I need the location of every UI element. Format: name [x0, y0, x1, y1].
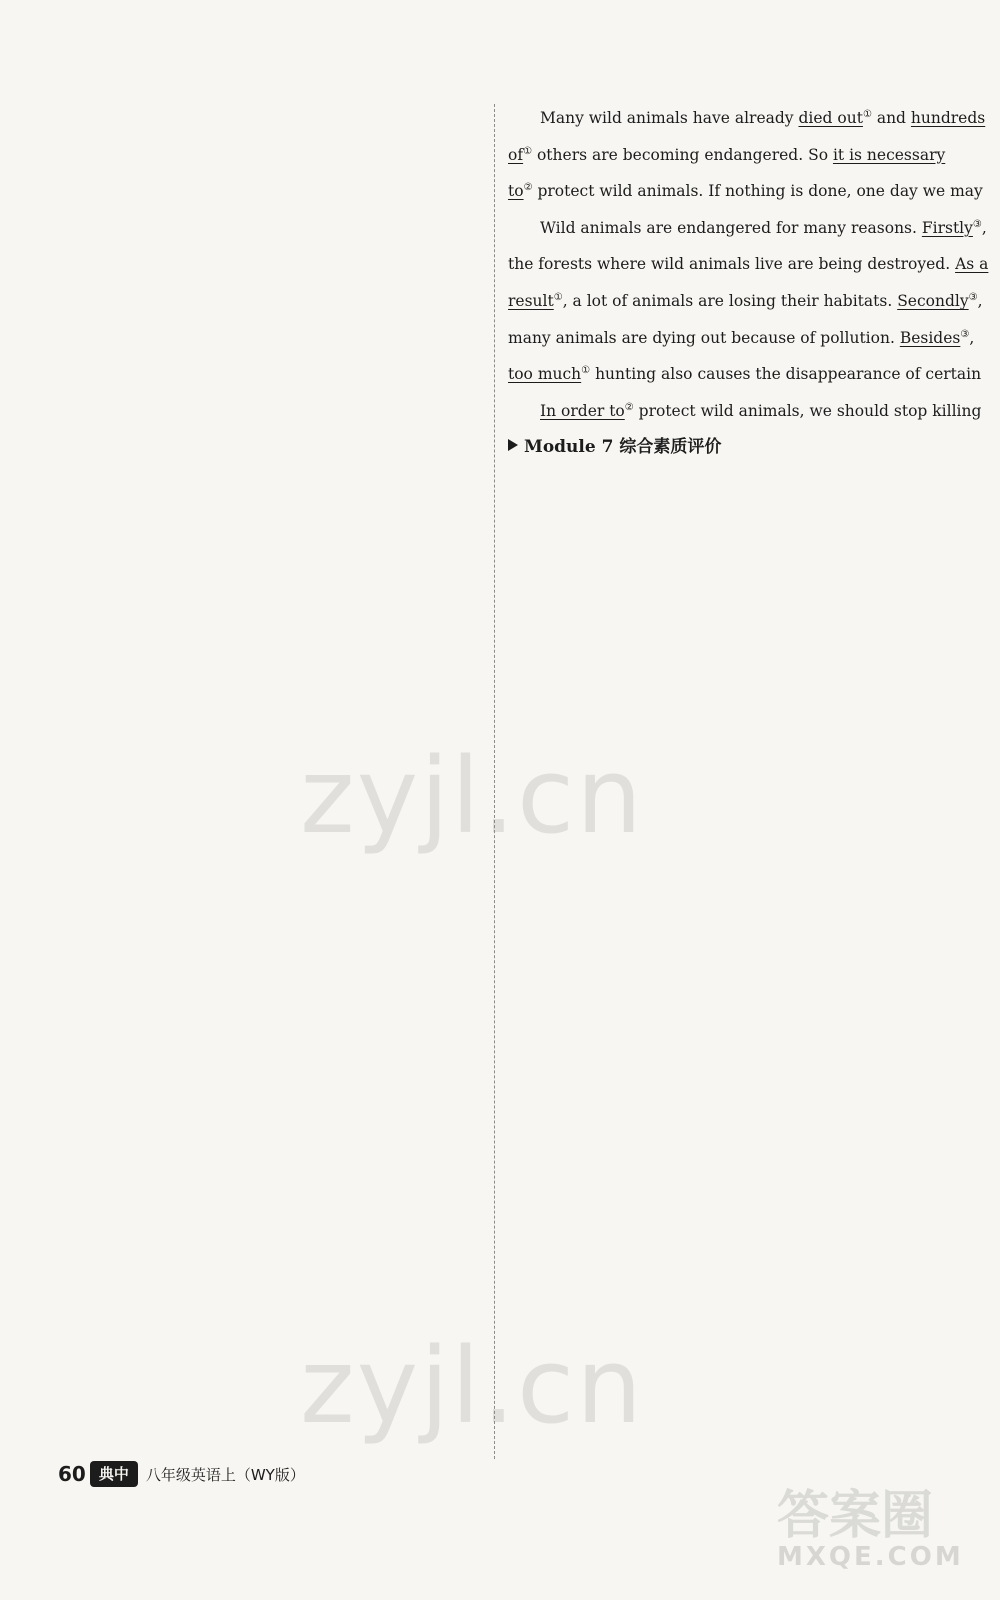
watermark-mxqe: [777, 1486, 982, 1576]
right-line: of① others are becoming endangered. So it is necessary: [508, 145, 946, 164]
right-line: Module 7 综合素质评价: [508, 429, 928, 466]
watermark-zyjl-bottom: zyjl.cn: [300, 1325, 645, 1447]
watermark-mxqe-cn: 答案圈: [777, 1486, 934, 1546]
page-number: 60: [58, 1462, 86, 1486]
right-line: result①, a lot of animals are losing their habitats. Secondly③,: [508, 291, 983, 310]
right-line: to② protect wild animals. If nothing is done, one day we may: [508, 182, 983, 201]
publisher-logo: 典中: [90, 1461, 138, 1487]
watermark-mxqe-en: MXQE.COM: [777, 1542, 964, 1572]
right-line: Many wild animals have already died out① and hundreds: [540, 108, 986, 127]
right-line: In order to② protect wild animals, we should stop killing: [540, 401, 982, 420]
right-line: too much① hunting also causes the disappearance of certain: [508, 365, 982, 384]
right-line: the forests where wild animals live are being destroyed. As a: [508, 255, 989, 274]
right-line: many animals are dying out because of pollution. Besides③,: [508, 328, 975, 347]
book-title: 八年级英语上（WY版）: [145, 1465, 305, 1484]
module-triangle-icon: [508, 439, 518, 451]
right-column: [508, 100, 989, 466]
page-footer: [58, 1459, 305, 1489]
watermark-zyjl-middle: zyjl.cn: [300, 735, 645, 857]
right-line: Wild animals are endangered for many reasons. Firstly③,: [540, 218, 987, 237]
